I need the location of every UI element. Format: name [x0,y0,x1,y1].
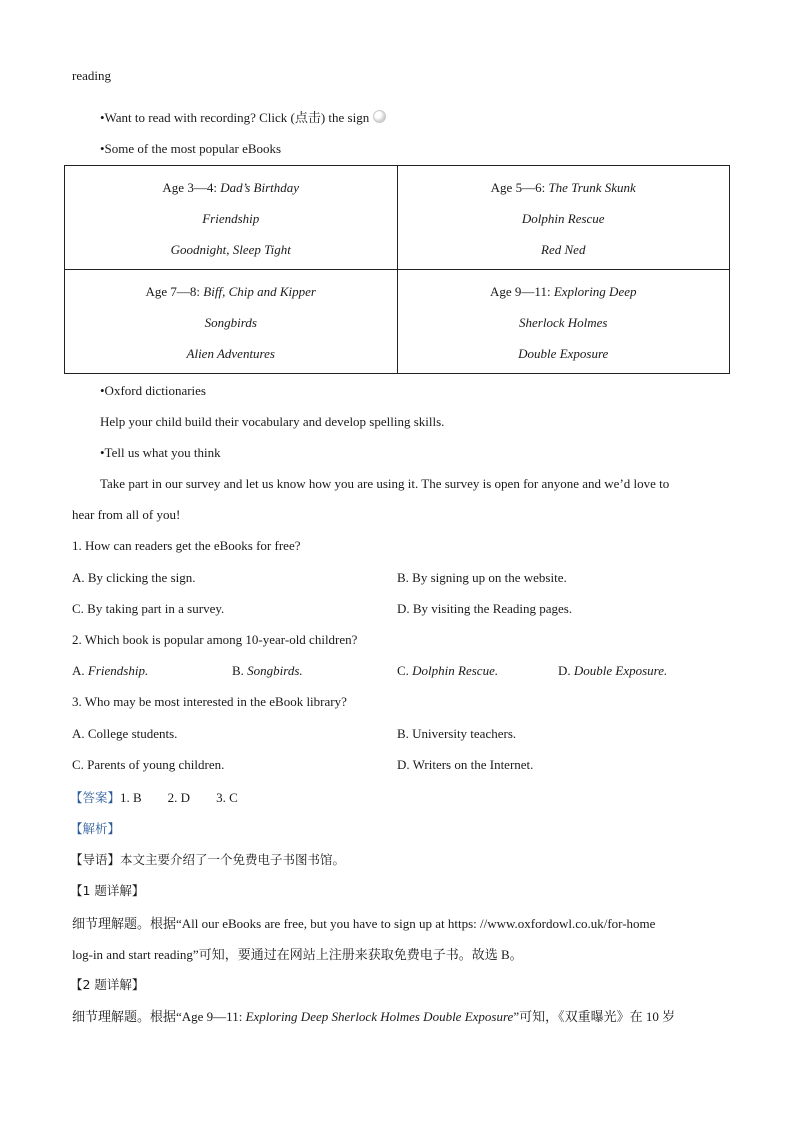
q3-option-c: C. Parents of young children. [72,757,225,772]
table-row [65,270,730,374]
answers-text: 1. B 2. D 3. C [120,790,238,805]
bullet-popular: •Some of the most popular eBooks [100,141,282,156]
table-cell: Age 9—11: Exploring Deep Sherlock Holmes Double Exposure [397,270,730,374]
table-cell: Age 3—4: Dad’s Birthday Friendship Goodnight, Sleep Tight [65,166,398,270]
book-title: Double Exposure [518,346,609,361]
book-title: Songbirds [204,315,257,330]
table-cell: Age 7—8: Biff, Chip and Kipper Songbirds Alien Adventures [65,270,398,374]
q2-option-b: B. Songbirds. [232,663,303,678]
table-row [65,166,730,270]
question-1: 1. How can readers get the eBooks for free? [72,538,301,553]
continued-text: reading [72,68,111,83]
bullet-dictionaries: •Oxford dictionaries [100,383,206,398]
answers-line [70,788,238,806]
analysis-label: 【解析】 [70,821,121,836]
guide-text: 【导语】本文主要介绍了一个免费电子书图书馆。 [70,852,346,867]
table-cell: Age 5—6: The Trunk Skunk Dolphin Rescue Red Ned [397,166,730,270]
question-2: 2. Which book is popular among 10-year-old children? [72,632,358,647]
q2-option-c: C. Dolphin Rescue. [397,663,499,678]
q1-detail-heading: 【1 题详解】 [70,883,145,898]
recording-sign-icon[interactable] [373,110,386,123]
book-title: Friendship [202,211,260,226]
book-title: Goodnight, Sleep Tight [170,242,291,257]
survey-text-2: hear from all of you! [72,507,181,522]
bullet-recording [100,107,386,126]
q1-option-d: D. By visiting the Reading pages. [397,601,573,616]
book-title: Dad’s Birthday [220,180,300,195]
dictionaries-text: Help your child build their vocabulary and develop spelling skills. [100,414,445,429]
q2-detail-heading: 【2 题详解】 [70,977,145,992]
q3-option-a: A. College students. [72,726,178,741]
book-title: Red Ned [541,242,586,257]
bullet-tell-us: •Tell us what you think [100,445,221,460]
q3-option-d: D. Writers on the Internet. [397,757,534,772]
answers-label: 【答案】 [70,790,121,805]
q2-detail-line: 细节理解题。根据“Age 9—11: Exploring Deep Sherlock Holmes Double Exposure”可知，《双重曝光》在 10 岁 [72,1009,676,1024]
book-title: Dolphin Rescue [521,211,605,226]
book-title: Biff, Chip and Kipper [203,284,316,299]
book-title: Alien Adventures [186,346,275,361]
book-title: Sherlock Holmes [519,315,608,330]
question-3: 3. Who may be most interested in the eBook library? [72,694,347,709]
popular-ebooks-table [64,165,730,374]
survey-text-1: Take part in our survey and let us know how you are using it. The survey is open for anyone and we’d love to [100,476,670,491]
q1-detail-line-2: log-in and start reading”可知，要通过在网站上注册来获取免费电子书。故选 B。 [72,947,523,962]
q1-option-b: B. By signing up on the website. [397,570,567,585]
bullet-recording-text: •Want to read with recording? Click (点击) the sign [100,110,370,125]
q2-option-a: A. Friendship. [72,663,149,678]
book-title: Exploring Deep [553,284,637,299]
q3-option-b: B. University teachers. [397,726,517,741]
q1-detail-line-1: 细节理解题。根据“All our eBooks are free, but you have to sign up at https: //www.oxfordowl.co.uk/for-home [72,916,656,931]
q2-option-d: D. Double Exposure. [558,663,668,678]
q1-option-a: A. By clicking the sign. [72,570,196,585]
q1-option-c: C. By taking part in a survey. [72,601,225,616]
book-title: The Trunk Skunk [548,180,636,195]
